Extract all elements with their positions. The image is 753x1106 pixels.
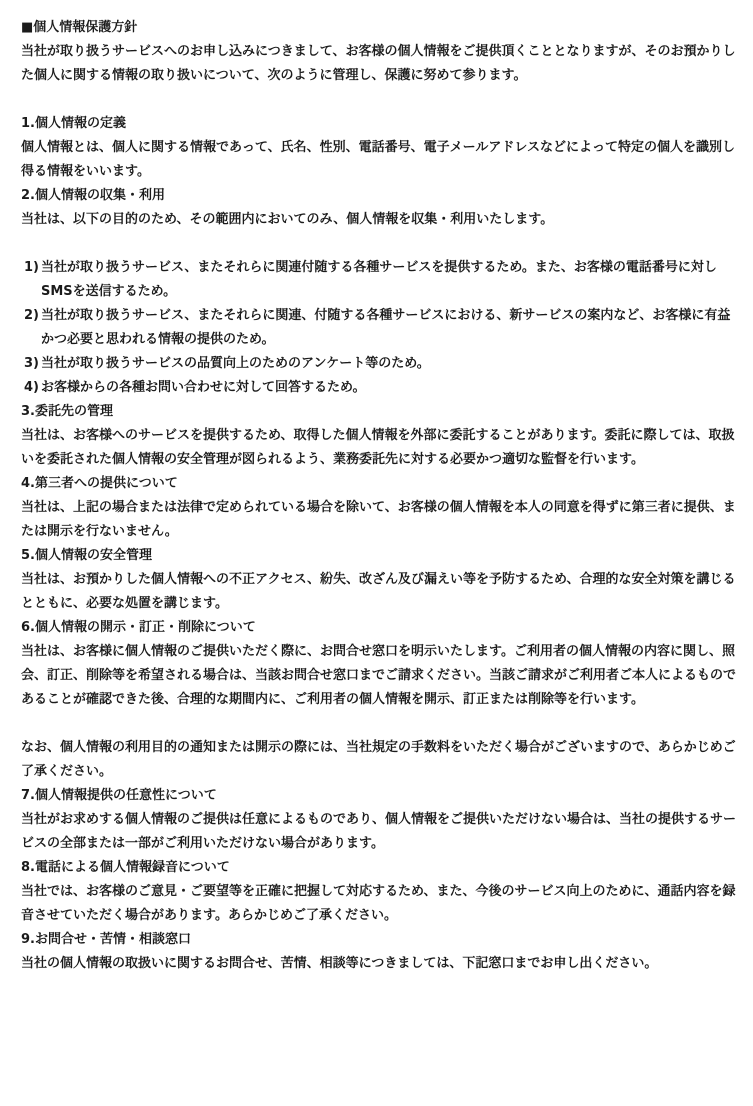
square-bullet-icon: ■ <box>21 20 34 35</box>
section-7-body: 当社がお求めする個人情報のご提供は任意によるものであり、個人情報をご提供いただけない場合は、当社の提供するサービスの全部または一部がご利用いただけない場合があります。 <box>21 812 737 851</box>
purpose-list <box>21 256 739 400</box>
intro-paragraph: 当社が取り扱うサービスへのお申し込みにつきまして、お客様の個人情報をご提供頂くこととなりますが、そのお預かりした個人に関する情報の取り扱いについて、次のように管理し、保護に努めて参ります。 <box>21 44 736 83</box>
purpose-text: 当社が取り扱うサービスの品質向上のためのアンケート等のため。 <box>41 356 430 371</box>
section-6-heading: 6.個人情報の開示・訂正・削除について <box>21 620 256 635</box>
purpose-item-2 <box>21 304 739 352</box>
blank-line <box>21 232 739 256</box>
blank-line <box>21 88 739 112</box>
section-9-heading: 9.お問合せ・苦情・相談窓口 <box>21 932 191 947</box>
section-2-heading: 2.個人情報の収集・利用 <box>21 188 165 203</box>
section-8-heading: 8.電話による個人情報録音について <box>21 860 230 875</box>
section-3-heading: 3.委託先の管理 <box>21 404 113 419</box>
section-4-body: 当社は、上記の場合または法律で定められている場合を除いて、お客様の個人情報を本人の同意を得ずに第三者に提供、または開示を行ないません。 <box>21 500 736 539</box>
section-8-body: 当社では、お客様のご意見・ご要望等を正確に把握して対応するため、また、今後のサービス向上のために、通話内容を録音させていただく場合があります。あらかじめご了承ください。 <box>21 884 736 923</box>
purpose-item-4 <box>21 376 739 400</box>
purpose-text: 当社が取り扱うサービス、またそれらに関連、付随する各種サービスにおける、新サービスの案内など、お客様に有益かつ必要と思われる情報の提供のため。 <box>41 308 731 347</box>
purpose-text: お客様からの各種お問い合わせに対して回答するため。 <box>41 380 366 395</box>
section-3-body: 当社は、お客様へのサービスを提供するため、取得した個人情報を外部に委託することがあります。委託に際しては、取扱いを委託された個人情報の安全管理が図られるよう、業務委託先に対する必要かつ適切な監督を行います。 <box>21 428 735 467</box>
page-title-text: 個人情報保護方針 <box>33 20 138 35</box>
section-7-heading: 7.個人情報提供の任意性について <box>21 788 217 803</box>
section-2-body: 当社は、以下の目的のため、その範囲内においてのみ、個人情報を収集・利用いたします。 <box>21 212 554 227</box>
purpose-item-1 <box>21 256 739 304</box>
section-5-heading: 5.個人情報の安全管理 <box>21 548 152 563</box>
section-1-body: 個人情報とは、個人に関する情報であって、氏名、性別、電話番号、電子メールアドレスなどによって特定の個人を識別し得る情報をいいます。 <box>21 140 735 179</box>
section-5-body: 当社は、お預かりした個人情報への不正アクセス、紛失、改ざん及び漏えい等を予防するため、合理的な安全対策を講じるとともに、必要な処置を講じます。 <box>21 572 736 611</box>
purpose-marker: 1) <box>24 260 39 275</box>
page-title <box>21 16 739 40</box>
section-4-heading: 4.第三者への提供について <box>21 476 178 491</box>
purpose-marker: 3) <box>24 356 39 371</box>
section-9-body: 当社の個人情報の取扱いに関するお問合せ、苦情、相談等につきましては、下記窓口までお申し出ください。 <box>21 956 658 971</box>
blank-line <box>21 712 739 736</box>
section-6-note: なお、個人情報の利用目的の通知または開示の際には、当社規定の手数料をいただく場合がございますので、あらかじめご了承ください。 <box>21 740 736 779</box>
purpose-marker: 2) <box>24 308 39 323</box>
purpose-marker: 4) <box>24 380 39 395</box>
section-6-body: 当社は、お客様に個人情報のご提供いただく際に、お問合せ窓口を明示いたします。ご利用者の個人情報の内容に関し、照会、訂正、削除等を希望される場合は、当該お問合せ窓口までご請求ください。当該ご請求がご利用者ご本人によるものであることが確認できた後、合理的な期間内に、ご利用者の個人情報を開示、訂正または削除等を行います。 <box>21 644 737 707</box>
purpose-item-3 <box>21 352 739 376</box>
purpose-text: 当社が取り扱うサービス、またそれらに関連付随する各種サービスを提供するため。また、お客様の電話番号に対しSMSを送信するため。 <box>41 260 717 299</box>
section-1-heading: 1.個人情報の定義 <box>21 116 126 131</box>
